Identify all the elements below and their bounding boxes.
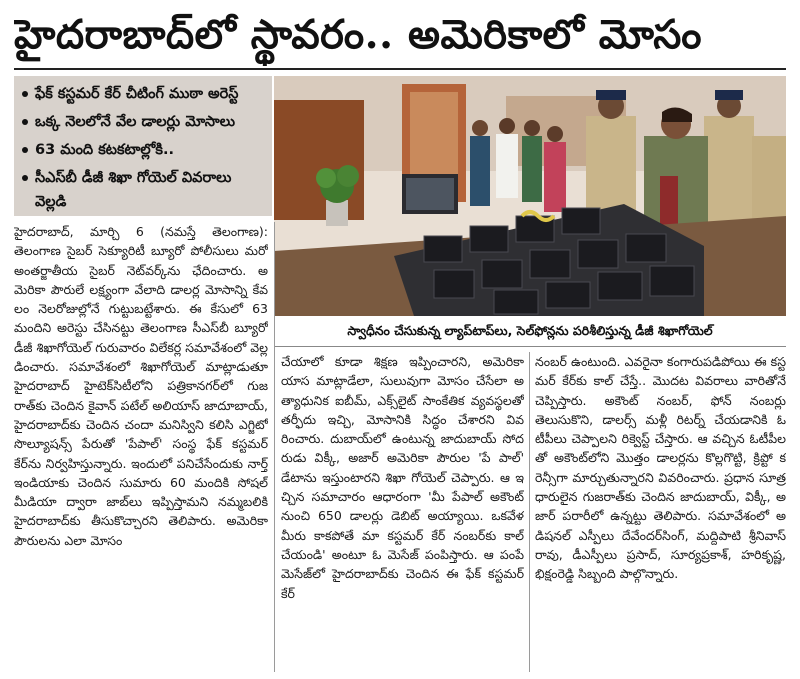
highlight-text: 63 మంది కటకటాల్లోకి.. bbox=[35, 142, 174, 158]
article-column-1: హైదరాబాద్, మార్చి 6 (నమస్తే తెలంగాణ): తెలంగాణ సైబర్ సెక్యూరిటీ బ్యూరో పోలీసులు మరో అంతర్జాతీయ సైబర్ నెట్‌వర్క్‌ను ఛేదించారు. అమెరికా పౌరులే లక్ష్యంగా వేలాది డాలర్ల మోసాన్ని కేవలం నెలరోజుల్లోనే గుట్టుబట్టేశారు. ఈ కేసులో 63 మందిని అరెస్టు చేసినట్టు తెలంగాణ సీఎస్‌బీ బ్యూరో డీజీ శిఖాగోయెల్ గురువారం విలేకర్ల సమావేశంలో వెల్లడించారు. సమావేశంలో శిఖాగోయెల్ మాట్లాడుతూ హైదరాబాద్ హైటెక్‌సిటీలోని పత్రికానగర్‌లో గుజరాత్‌కు చెందిన కైవాన్ పటేల్ అలియాస్ జాదూబాయ్, హైదరాబాద్‌కు చెందిన చందా మనిస్విని కలిసి ఎగ్జిటో సొల్యూషన్స్ పేరుతో 'పేపాల్' సంస్థ ఫేక్ కస్టమర్ కేర్‌ను నిర్వహిస్తున్నారు. ఇందులో పనిచేసేందుకు నార్త్ ఇండియాకు చెందిన సుమారు 60 మందికి సోషల్ మీడియా ద్వారా జాబ్‌లు ఇప్పిస్తామని నమ్మబలికి హైదరాబాద్‌కు తీసుకొచ్చారని తెలిపారు. అమెరికా పౌరులను ఎలా మోసం bbox=[14, 224, 268, 548]
news-photo bbox=[274, 76, 786, 316]
highlight-item bbox=[22, 110, 266, 134]
headline: హైదరాబాద్‌లో స్థావరం.. అమెరికాలో మోసం bbox=[14, 11, 703, 58]
highlight-text: ఒక్క నెలలోనే వేల డాలర్లు మోసాలు bbox=[35, 114, 235, 130]
highlights-box bbox=[14, 76, 272, 216]
highlight-text: ఫేక్ కస్టమర్ కేర్ చీటింగ్ ముఠా అరెస్ట్ bbox=[35, 86, 239, 102]
column-divider bbox=[274, 222, 275, 672]
bullet-icon bbox=[22, 91, 28, 97]
highlight-text: సీఎస్‌బీ డీజీ శిఖా గోయెల్ వివరాలు వెల్లడి bbox=[35, 170, 232, 210]
bullet-icon bbox=[22, 147, 28, 153]
article-column-2: చేయాలో కూడా శిక్షణ ఇప్పించారని, అమెరికా యాస మాట్లాడేలా, సులువుగా మోసం చేసేలా అత్యాధునిక ఐబీమ్, ఎక్స్‌లైట్ సాంకేతిక వ్యవస్థలతో తర్ఫీదు ఇచ్చి, మోసానికి సిద్ధం చేశారని వివరించారు. దుబాయ్‌లో ఉంటున్న జాదుబాయ్ సోదరుడు విక్కీ, అజార్ అమెరికా పౌరుల 'పే పాల్' డేటాను ఇస్తుంటారని శిఖా గోయెల్ చెప్పారు. ఆ ఇచ్చిన సమాచారం ఆధారంగా 'మీ పేపాల్ అకౌంట్ నుంచి 650 డాలర్లు డెబిట్ అయ్యాయి. ఒకవేళ మీరు కాకపోతే మా కస్టమర్ కేర్ నంబర్‌కు కాల్ చేయండి' అంటూ ఓ మెసేజ్ పంపిస్తారు. ఆ పంపే మెసేజ్‌లో హైదరాబాద్‌కు చెందిన ఈ ఫేక్ కస్టమర్ కేర్ bbox=[281, 354, 524, 601]
highlight-item bbox=[22, 82, 266, 106]
photo-caption: స్వాధీనం చేసుకున్న ల్యాప్‌టాప్‌లు, సెల్‌ఫోన్లను పరిశీలిస్తున్న డీజీ శిఖాగోయెల్ bbox=[274, 316, 786, 346]
article-column-3: నంబర్ ఉంటుంది. ఎవరైనా కంగారుపడిపోయి ఈ కస్టమర్ కేర్‌కు కాల్ చేస్తే.. మొదట వివరాలు వారితోనే చెప్పిస్తారు. అకౌంట్ నంబర్, ఫోన్ నంబర్లు తెలుసుకొని, డాలర్స్ మళ్లీ రిటర్న్ చేయడానికి ఓటీపీలు చెప్పాలని రిక్వెస్ట్ చేస్తారు. ఆ వచ్చిన ఓటీపీలతో అకౌంట్‌లోని మొత్తం డాలర్లను కొల్లగొట్టి, క్రిప్టో కరెన్సీగా మార్చుతున్నారని వివరించారు. ప్రధాన సూత్రధారులైన గుజరాత్‌కు చెందిన జాదుబాయ్, విక్కీ, అజార్ పరారీలో ఉన్నట్టు తెలిపారు. సమావేశంలో అడిషనల్ ఎస్పీలు దేవేందర్‌సింగ్, మద్దిపాటి శ్రీనివాస్ రావు, డీఎస్పీలు ప్రసాద్, సూర్యప్రకాశ్, హరికృష్ణ, భిక్షంరెడ్డి సిబ్బంది పాల్గొన్నారు. bbox=[535, 354, 786, 582]
headline-rule bbox=[14, 68, 786, 70]
column-divider bbox=[529, 352, 530, 672]
highlight-item bbox=[22, 166, 266, 214]
bullet-icon bbox=[22, 119, 28, 125]
bullet-icon bbox=[22, 175, 28, 181]
highlight-item bbox=[22, 138, 266, 162]
caption-rule bbox=[274, 346, 786, 347]
